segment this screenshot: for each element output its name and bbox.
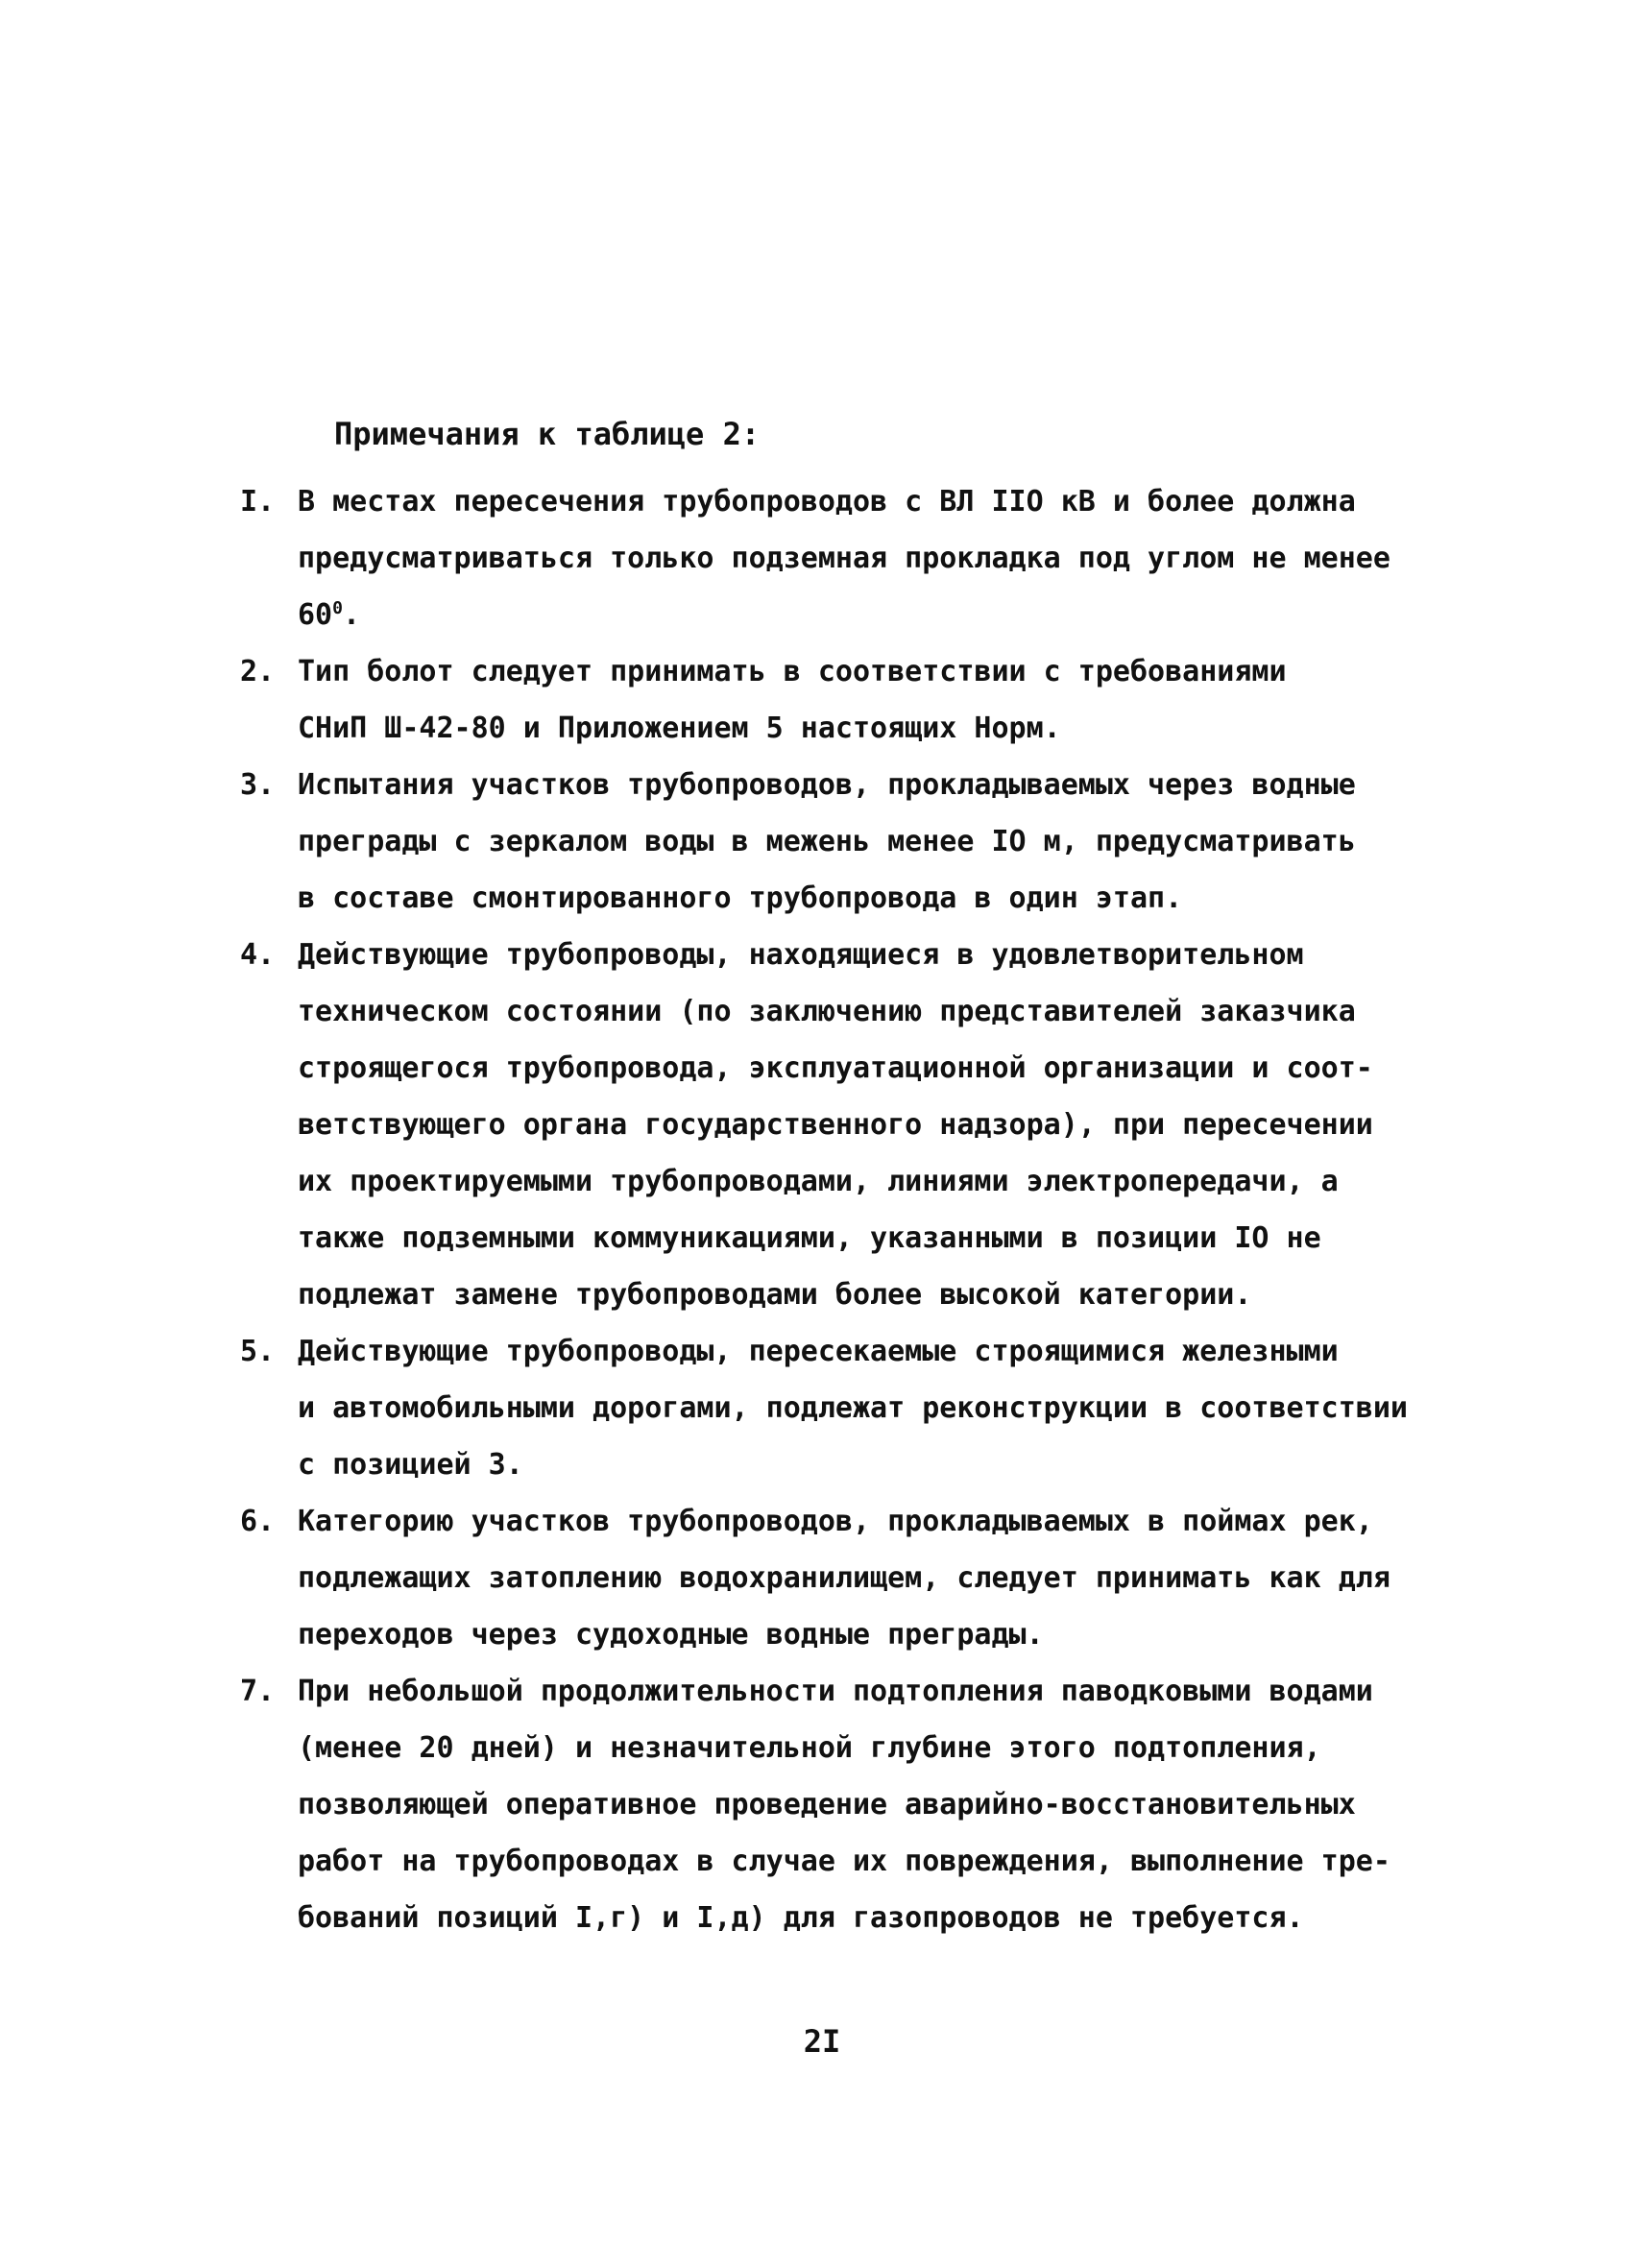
note-item-7 <box>240 1663 1440 1946</box>
note-line: подлежащих затоплению водохранилищем, следует принимать как для <box>298 1561 1390 1595</box>
note-line: техническом состоянии (по заключению представителей заказчика <box>298 995 1356 1028</box>
note-line: переходов через судоходные водные преграды. <box>298 1618 1044 1652</box>
angle-value: 60 <box>298 598 333 632</box>
note-item-2 <box>240 643 1440 757</box>
note-number: 2. <box>240 655 276 688</box>
note-line: их проектируемыми трубопроводами, линиями электропередачи, а <box>298 1165 1339 1198</box>
note-item-3 <box>240 757 1440 927</box>
note-item-5 <box>240 1323 1440 1493</box>
note-item-6 <box>240 1493 1440 1663</box>
note-line <box>298 587 1440 643</box>
note-line: и автомобильными дорогами, подлежат реконструкции в соответствии <box>298 1391 1408 1425</box>
note-line: бований позиций I,г) и I,д) для газопроводов не требуется. <box>298 1901 1304 1935</box>
note-number: 4. <box>240 938 276 972</box>
note-line: подлежат замене трубопроводами более высокой категории. <box>298 1278 1252 1312</box>
note-number: I. <box>240 485 276 519</box>
notes-list <box>240 473 1440 1946</box>
note-line: ветствующего органа государственного надзора), при пересечении <box>298 1108 1373 1142</box>
note-line: также подземными коммуникациями, указанными в позиции IO не <box>298 1221 1321 1255</box>
note-line: в составе смонтированного трубопровода в один этап. <box>298 881 1183 915</box>
note-line: работ на трубопроводах в случае их повреждения, выполнение тре- <box>298 1845 1390 1878</box>
note-line: преграды с зеркалом воды в межень менее IO м, предусматривать <box>298 825 1356 858</box>
note-line: строящегося трубопровода, эксплуатационной организации и соот- <box>298 1051 1373 1085</box>
note-line: Тип болот следует принимать в соответствии с требованиями <box>298 655 1287 688</box>
sentence-end: . <box>342 598 361 632</box>
note-line: При небольшой продолжительности подтопления паводковыми водами <box>298 1675 1373 1708</box>
notes-heading: Примечания к таблице 2: <box>334 416 761 452</box>
note-number: 6. <box>240 1505 276 1538</box>
note-line: позволяющей оперативное проведение аварийно-восстановительных <box>298 1788 1356 1822</box>
note-line: Действующие трубопроводы, пересекаемые строящимися железными <box>298 1335 1339 1368</box>
note-line: СНиП Ш-42-80 и Приложением 5 настоящих Норм. <box>298 712 1061 745</box>
note-item-1 <box>240 473 1440 643</box>
note-line: с позицией 3. <box>298 1448 523 1482</box>
note-line: предусматриваться только подземная прокладка под углом не менее <box>298 542 1390 575</box>
note-number: 7. <box>240 1675 276 1708</box>
note-number: 5. <box>240 1335 276 1368</box>
note-number: 3. <box>240 768 276 802</box>
note-line: В местах пересечения трубопроводов с ВЛ IIO кВ и более должна <box>298 485 1356 519</box>
note-line: (менее 20 дней) и незначительной глубине этого подтопления, <box>298 1731 1321 1765</box>
note-line: Испытания участков трубопроводов, прокладываемых через водные <box>298 768 1356 802</box>
note-line: Категорию участков трубопроводов, прокладываемых в поймах рек, <box>298 1505 1373 1538</box>
note-line: Действующие трубопроводы, находящиеся в удовлетворительном <box>298 938 1304 972</box>
page-number: 2I <box>803 2023 841 2060</box>
degree-superscript: 0 <box>332 598 343 618</box>
note-item-4 <box>240 927 1440 1323</box>
